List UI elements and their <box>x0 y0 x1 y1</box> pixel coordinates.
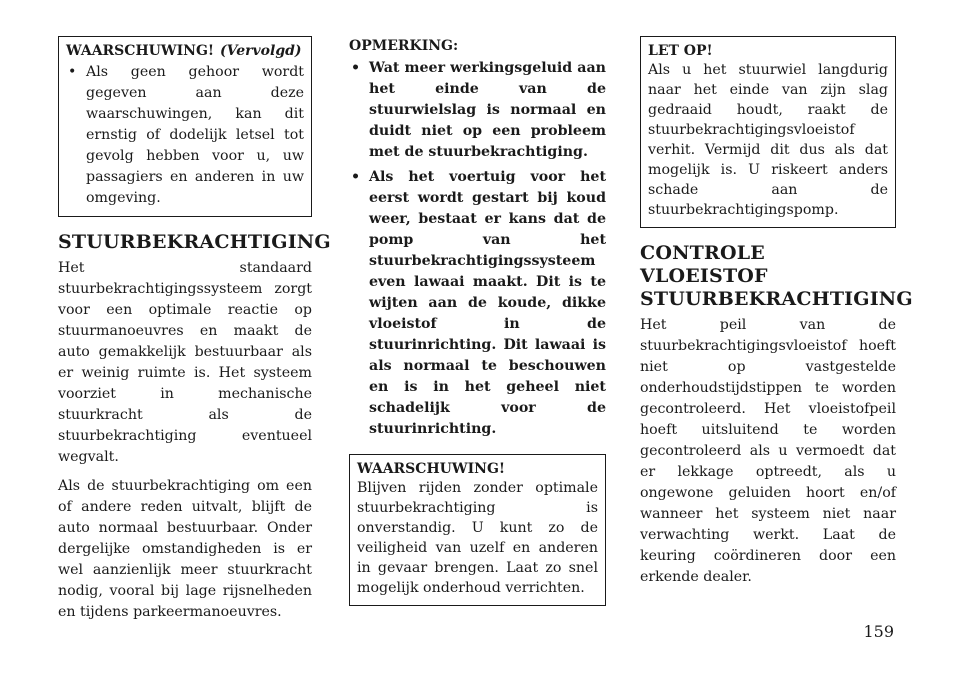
column-2 <box>349 36 606 606</box>
heading-line-2: STUURBEKRACHTIGING <box>640 288 913 310</box>
warning-bullet-list <box>66 62 304 209</box>
body-paragraph: Het standaard stuurbekrachtigingssysteem zorgt voor een optimale reactie op stuurmanoeuvres en maakt de auto gemakkelijk bestuurbaar als er weinig ruimte is. Het systeem voorziet in mechanische stuurkracht als de stuurbekrachtiging eventueel wegvalt. <box>58 260 312 465</box>
note-bullet: • Wat meer werkingsgeluid aan het einde van de stuurwielslag is normaal en duidt niet op een probleem met de stuurbekrachtiging. <box>349 58 606 163</box>
body-paragraph: Het peil van de stuurbekrachtigingsvloeistof hoeft niet op vastgestelde onderhoudstijdstippen te worden gecontroleerd. Het vloeistofpeil hoeft uitsluitend te worden gecontroleerd als u vermoedt dat er lekkage optreedt, als u ongewone geluiden hoort en/of wanneer het systeem niet naar verwachting werkt. Laat de keuring coördineren door een erkende dealer. <box>640 317 896 585</box>
caution-box <box>640 36 896 228</box>
caution-title: LET OP! <box>648 43 713 59</box>
section-heading-controle-vloeistof <box>640 242 913 311</box>
warning-box-continued <box>58 36 312 217</box>
caution-text: Als u het stuurwiel langdurig naar het einde van zijn slag gedraaid houdt, raakt de stuurbekrachtigingsvloeistof verhit. Vermijd dit dus als dat mogelijk is. U riskeert anders schade aan de stuurbekrachtigingspomp. <box>648 62 888 218</box>
warning-title <box>66 43 304 60</box>
continued-label: (Vervolgd) <box>220 43 302 59</box>
note-title: OPMERKING: <box>349 38 459 54</box>
warning-bullet: • Als geen gehoor wordt gegeven aan deze waarschuwingen, kan dit ernstig of dodelijk letsel tot gevolg hebben voor u, uw passagiers en anderen in uw omgeving. <box>66 62 304 209</box>
warning-title: WAARSCHUWING! <box>357 461 506 477</box>
column-1 <box>58 36 331 631</box>
column-3 <box>640 36 913 596</box>
heading-line-1: CONTROLE VLOEISTOF <box>640 242 768 287</box>
body-paragraph: Als de stuurbekrachtiging om een of andere reden uitvalt, blijft de auto normaal bestuurbaar. Onder dergelijke omstandigheden is er wel aanzienlijk meer stuurkracht nodig, vooral bij lage rijsnelheden en tijdens parkeermanoeuvres. <box>58 478 312 620</box>
warning-box <box>349 454 606 606</box>
warning-text: Blijven rijden zonder optimale stuurbekrachtiging is onverstandig. U kunt zo de veiligheid van uzelf en anderen in gevaar brengen. Laat zo snel mogelijk onderhoud verrichten. <box>357 480 598 596</box>
page-number: 159 <box>863 622 894 641</box>
note-bullet-list <box>349 58 606 440</box>
warning-title-text: WAARSCHUWING! <box>66 43 215 59</box>
section-heading-stuurbekrachtiging: STUURBEKRACHTIGING <box>58 231 331 253</box>
note-bullet: • Als het voertuig voor het eerst wordt gestart bij koud weer, bestaat er kans dat de pomp van het stuurbekrachtigingssysteem even lawaai maakt. Dit is te wijten aan de koude, dikke vloeistof in de stuurinrichting. Dit lawaai is als normaal te beschouwen en is in het geheel niet schadelijk voor de stuurinrichting. <box>349 167 606 440</box>
